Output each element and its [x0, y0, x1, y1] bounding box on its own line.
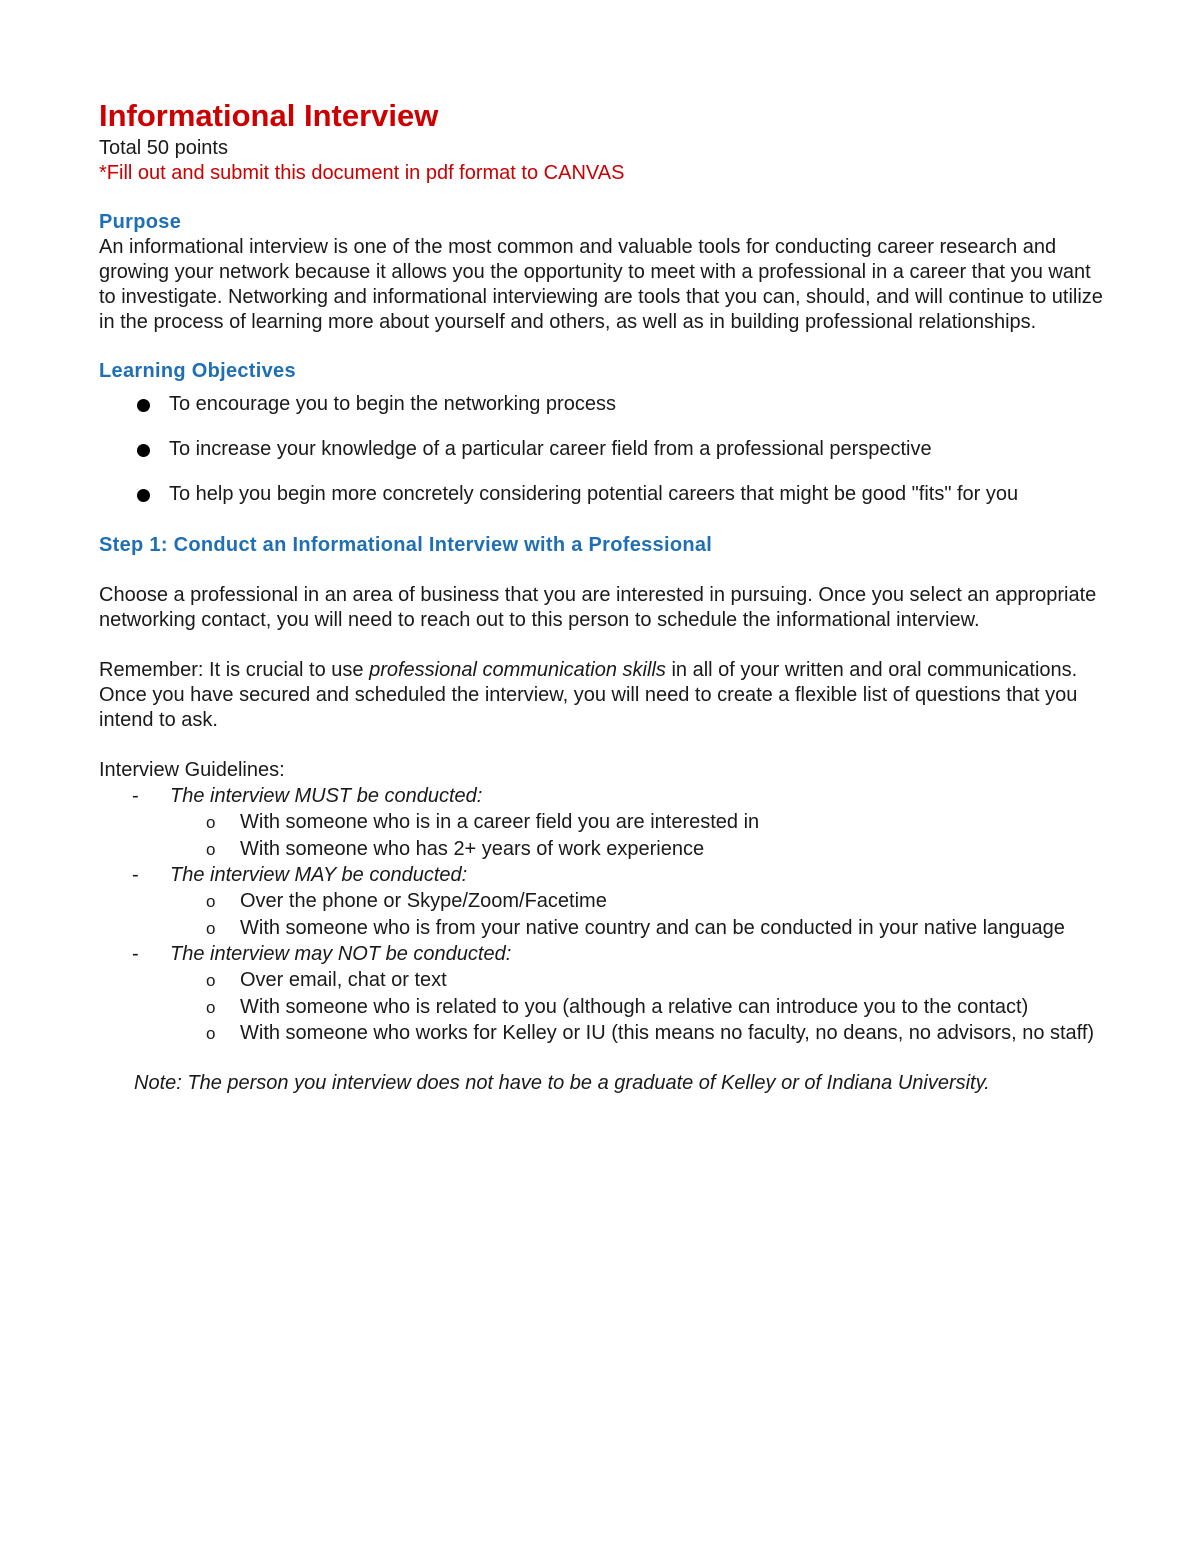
- guidelines-label: Interview Guidelines:: [99, 759, 285, 781]
- guideline-item-text: With someone who is from your native country and can be conducted in your native language: [240, 916, 1065, 939]
- guideline-sublist: [170, 888, 1109, 941]
- guideline-group-label: The interview MUST be conducted:: [170, 785, 483, 807]
- bullet-icon: [137, 399, 150, 412]
- guideline-item-text: With someone who is related to you (although a relative can introduce you to the contact): [240, 995, 1029, 1018]
- guideline-item-text: Over the phone or Skype/Zoom/Facetime: [240, 890, 607, 912]
- guideline-group: [99, 941, 1109, 1047]
- guideline-item: [100, 836, 1109, 863]
- bullet-icon: [137, 489, 150, 502]
- step1-paragraph-2: [99, 658, 1109, 733]
- guideline-sublist: [170, 809, 1109, 862]
- circle-bullet-icon: o: [206, 839, 216, 859]
- objective-text: To increase your knowledge of a particular career field from a professional perspective: [169, 438, 932, 460]
- circle-bullet-icon: o: [206, 892, 216, 911]
- learning-objectives-heading: Learning Objectives: [99, 360, 296, 382]
- guideline-group-label: The interview may NOT be conducted:: [170, 943, 512, 965]
- paragraph-2-emphasis: professional communication skills: [369, 659, 666, 681]
- page-title: Informational Interview: [99, 98, 439, 133]
- guideline-sublist: [170, 967, 1109, 1047]
- bullet-icon: [137, 444, 150, 457]
- note-text: Note: The person you interview does not have to be a graduate of Kelley or of Indiana University.: [134, 1071, 990, 1094]
- guideline-item: [100, 915, 1109, 942]
- document-content: [99, 96, 1109, 1096]
- circle-bullet-icon: o: [206, 971, 216, 990]
- total-points: Total 50 points: [99, 137, 228, 159]
- dash-marker: -: [132, 785, 139, 807]
- objective-item: [99, 437, 1109, 462]
- guideline-item-text: With someone who has 2+ years of work experience: [240, 837, 705, 860]
- guideline-item: [100, 809, 1109, 836]
- circle-bullet-icon: o: [206, 1024, 216, 1043]
- guideline-item: [100, 967, 1109, 994]
- guidelines-list: [99, 783, 1109, 1047]
- paragraph-2-end: in all of your written and oral communications. Once you have secured and scheduled the interview, you will need to create a flexible list of questions that you intend to ask.: [99, 659, 1078, 731]
- objective-item: [99, 392, 1109, 417]
- guideline-item-text: With someone who works for Kelley or IU (this means no faculty, no deans, no advisors, no staff): [240, 1022, 1095, 1044]
- guideline-group: [99, 783, 1109, 862]
- purpose-heading: Purpose: [99, 211, 182, 233]
- submission-instruction: *Fill out and submit this document in pdf format to CANVAS: [99, 162, 625, 184]
- circle-bullet-icon: o: [206, 918, 216, 938]
- objective-text: To encourage you to begin the networking process: [169, 393, 616, 415]
- paragraph-2-start: Remember: It is crucial to use: [99, 659, 370, 681]
- dash-marker: -: [132, 864, 139, 886]
- guideline-item: [100, 1020, 1109, 1047]
- circle-bullet-icon: o: [206, 997, 216, 1017]
- objective-text: To help you begin more concretely considering potential careers that might be good "fits" for you: [169, 483, 1019, 505]
- guideline-item: [100, 994, 1109, 1021]
- learning-objectives-list: [99, 392, 1109, 507]
- guideline-group-label: The interview MAY be conducted:: [170, 864, 468, 886]
- guideline-item-text: Over email, chat or text: [240, 969, 447, 991]
- guideline-item-text: With someone who is in a career field you are interested in: [240, 811, 760, 833]
- objective-item: [99, 482, 1109, 507]
- purpose-body: An informational interview is one of the most common and valuable tools for conducting career research and growing your network because it allows you the opportunity to meet with a professional in a career that you want to investigate. Networking and informational interviewing are tools that you can, should, and will continue to utilize in the process of learning more about yourself and others, as well as in building professional relationships.: [99, 236, 1103, 333]
- guideline-item: [100, 888, 1109, 915]
- dash-marker: -: [132, 943, 139, 965]
- step1-paragraph-1: Choose a professional in an area of business that you are interested in pursuing. Once you select an appropriate networking contact, you will need to reach out to this person to schedule the informational interview.: [99, 584, 1097, 631]
- circle-bullet-icon: o: [206, 813, 216, 832]
- guideline-group: [99, 862, 1109, 941]
- step1-heading: Step 1: Conduct an Informational Interview with a Professional: [99, 534, 713, 556]
